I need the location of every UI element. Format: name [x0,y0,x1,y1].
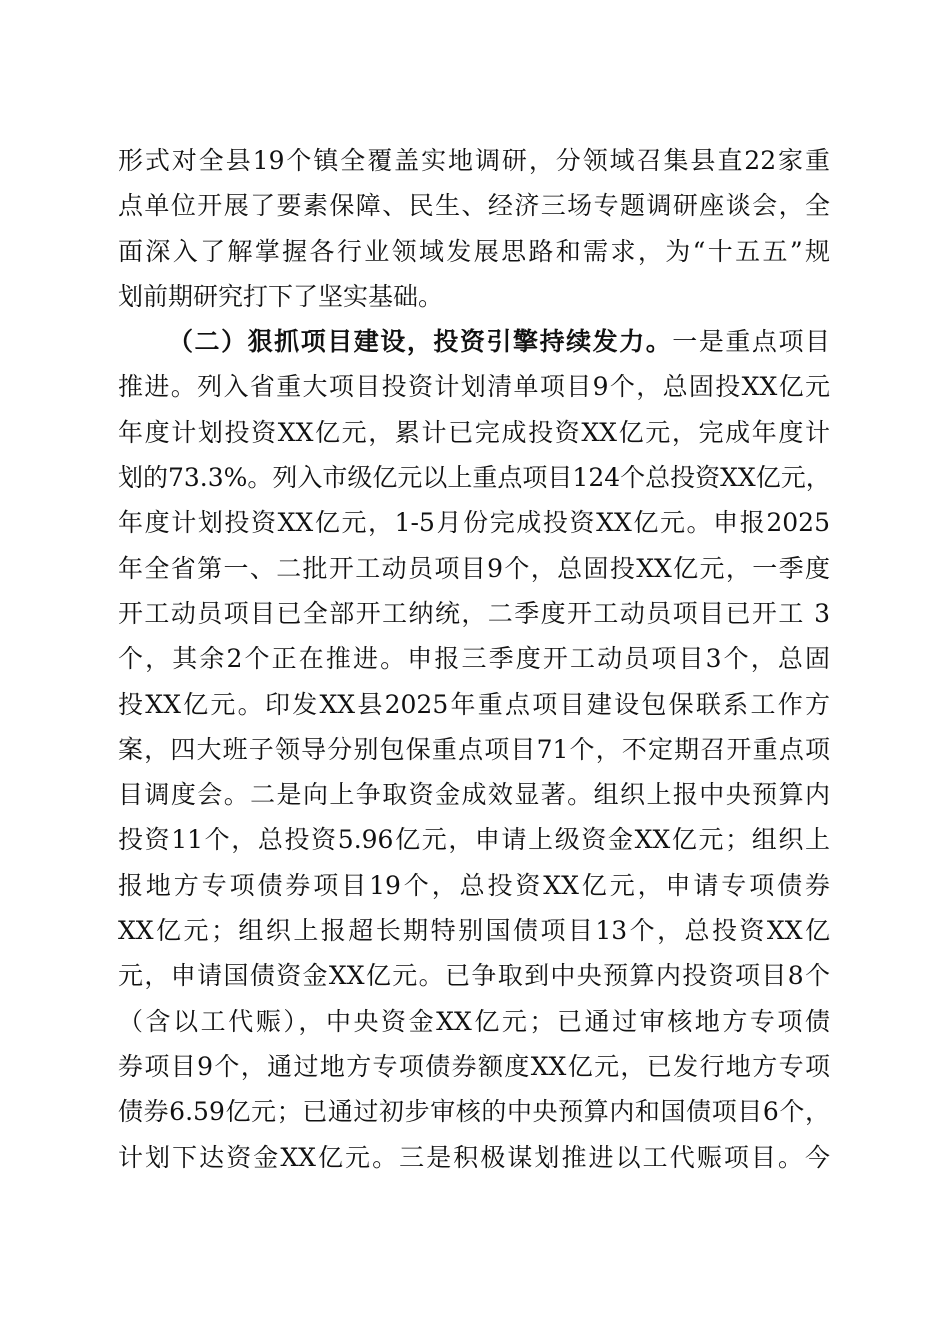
paragraph-2-line-3: 年度计划投资XX亿元，累计已完成投资XX亿元，完成年度计 [118,417,830,447]
paragraph-2-line-7: 开工动员项目已全部开工纳统，二季度开工动员项目已开工 3 [118,598,830,628]
paragraph-2-line-10: 案，四大班子领导分别包保重点项目71个，不定期召开重点项 [118,734,830,764]
paragraph-2-line-13: 报地方专项债券项目19个，总投资XX亿元，申请专项债券 [118,870,830,900]
paragraph-2-line-14: XX亿元；组织上报超长期特别国债项目13个，总投资XX亿 [118,916,830,946]
paragraph-2-line-15: 元，申请国债资金XX亿元。已争取到中央预算内投资项目8个 [118,961,830,991]
section-heading: （二）狠抓项目建设，投资引擎持续发力。 [168,327,673,357]
paragraph-2-line-11: 目调度会。二是向上争取资金成效显著。组织上报中央预算内 [118,780,830,810]
paragraph-2-line-12: 投资11个，总投资5.96亿元，申请上级资金XX亿元；组织上 [118,825,830,855]
paragraph-2-line-8: 个，其余2个正在推进。申报三季度开工动员项目3个，总固 [118,644,830,674]
paragraph-1-line-2: 点单位开展了要素保障、民生、经济三场专题调研座谈会，全 [118,191,830,221]
body-text [118,138,830,1180]
paragraph-1-line-1: 形式对全县19个镇全覆盖实地调研，分领域召集县直22家重 [118,146,830,175]
paragraph-2-line-9: 投XX亿元。印发XX县2025年重点项目建设包保联系工作方 [118,689,830,719]
paragraph-1-line-3: 面深入了解掌握各行业领域发展思路和需求，为“十五五”规 [118,236,830,266]
paragraph-2-line-2: 推进。列入省重大项目投资计划清单项目9个，总固投XX亿元 [118,372,830,402]
paragraph-2-line-17: 券项目9个，通过地方专项债券额度XX亿元，已发行地方专项 [118,1051,830,1081]
paragraph-2-line-6: 年全省第一、二批开工动员项目9个，总固投XX亿元，一季度 [118,553,830,583]
paragraph-2-line-18: 债券6.59亿元；已通过初步审核的中央预算内和国债项目6个， [118,1097,830,1127]
paragraph-2-first-line-text: 一是重点项目 [672,327,830,357]
paragraph-2-line-16: （含以工代赈），中央资金XX亿元；已通过审核地方专项债 [118,1006,830,1036]
paragraph-2-line-5: 年度计划投资XX亿元，1-5月份完成投资XX亿元。申报2025 [118,508,830,538]
paragraph-2-line-4: 划的73.3%。列入市级亿元以上重点项目124个总投资XX亿元， [118,463,831,493]
paragraph-1-line-4: 划前期研究打下了坚实基础。 [118,281,444,311]
paragraph-2-first-line [118,319,830,364]
paragraph-2-line-19: 计划下达资金XX亿元。三是积极谋划推进以工代赈项目。今 [118,1142,830,1172]
